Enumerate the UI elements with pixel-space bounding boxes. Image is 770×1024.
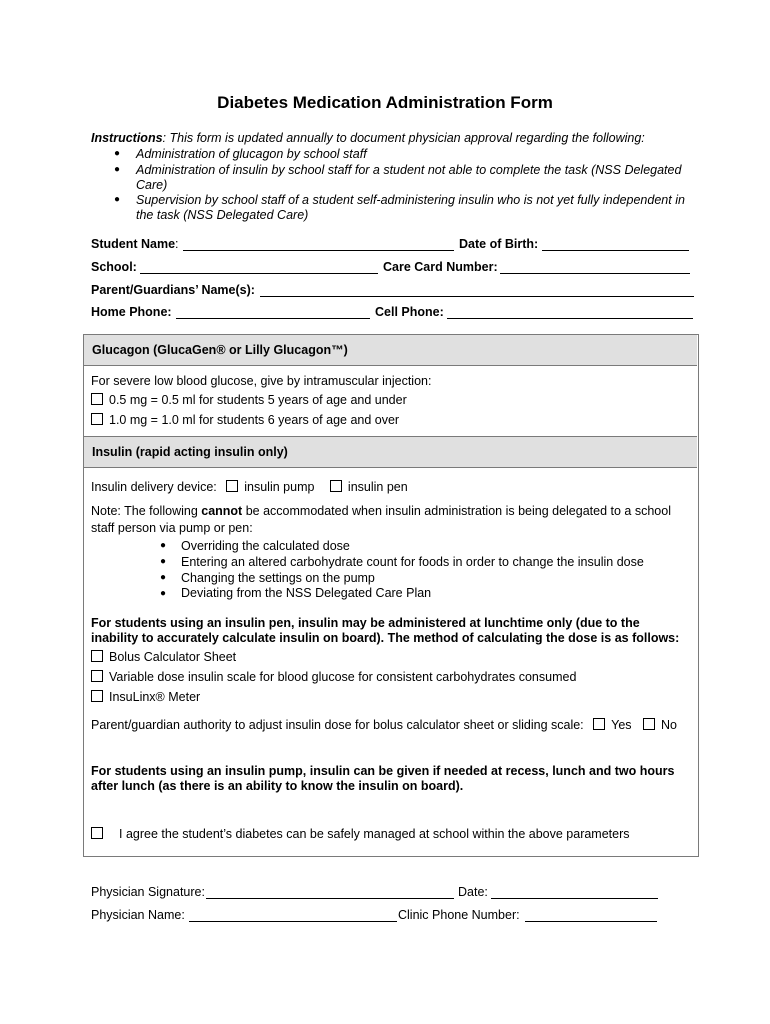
- bullet-icon: ●: [160, 588, 167, 599]
- insulin-pump-checkbox[interactable]: [226, 480, 238, 492]
- physician-name-label: Physician Name:: [91, 908, 185, 922]
- instructions-intro: [91, 131, 645, 145]
- glucagon-option-2[interactable]: 1.0 mg = 1.0 ml for students 6 years of age and over: [91, 413, 399, 427]
- pen-method-option[interactable]: Bolus Calculator Sheet: [91, 650, 236, 664]
- glucagon-section-header: [84, 335, 697, 365]
- instruction-item: Administration of insulin by school staff for a student not able to complete the task (NSS Delegated: [136, 163, 682, 177]
- yes-label: Yes: [611, 718, 632, 732]
- authority-no-checkbox[interactable]: [643, 718, 655, 730]
- dob-label: Date of Birth:: [459, 237, 539, 251]
- school-field[interactable]: [140, 273, 378, 274]
- home-phone-field[interactable]: [176, 318, 370, 319]
- insulin-device-row: Insulin delivery device: insulin pump insulin pen: [91, 480, 408, 494]
- pump-heading-line-1: For students using an insulin pump, insulin can be given if needed at recess, lunch and two hours: [91, 764, 675, 778]
- instruction-item: Administration of glucagon by school staff: [136, 147, 367, 161]
- physician-date-label: Date:: [458, 885, 488, 899]
- insulin-header-text: Insulin (rapid acting insulin only): [92, 445, 288, 459]
- care-card-label: Care Card Number:: [383, 260, 498, 274]
- instructions-text: : This form is updated annually to document physician approval regarding the following:: [162, 131, 645, 145]
- glucagon-instruction: For severe low blood glucose, give by intramuscular injection:: [91, 374, 432, 388]
- instructions-label: Instructions: [91, 131, 163, 145]
- bullet-icon: ●: [160, 540, 167, 551]
- restriction-item: Deviating from the NSS Delegated Care Plan: [181, 586, 432, 600]
- student-name-field[interactable]: [183, 250, 454, 251]
- physician-date-field[interactable]: [491, 898, 658, 899]
- checkbox[interactable]: [91, 393, 103, 405]
- school-label: School:: [91, 260, 137, 274]
- authority-yes-checkbox[interactable]: [593, 718, 605, 730]
- dob-field[interactable]: [542, 250, 689, 251]
- student-name-label: Student Name:: [91, 237, 179, 251]
- pump-heading-line-2: after lunch (as there is an ability to know the insulin on board).: [91, 779, 464, 793]
- home-phone-label: Home Phone:: [91, 305, 172, 319]
- bullet-icon: ●: [114, 148, 121, 159]
- divider: [84, 467, 697, 468]
- pen-heading-line-2: inability to accurately calculate insulin on board). The method of calculating the dose is as follows:: [91, 631, 680, 645]
- bullet-icon: ●: [160, 556, 167, 567]
- restriction-item: Overriding the calculated dose: [181, 539, 350, 553]
- instruction-item: Supervision by school staff of a student self-administering insulin who is not yet fully independent in: [136, 193, 685, 207]
- checkbox[interactable]: [91, 413, 103, 425]
- bullet-icon: ●: [114, 194, 121, 205]
- bullet-icon: ●: [160, 572, 167, 583]
- insulin-pump-label: insulin pump: [244, 480, 315, 494]
- cell-phone-label: Cell Phone:: [375, 305, 444, 319]
- checkbox[interactable]: [91, 690, 103, 702]
- clinic-phone-label: Clinic Phone Number:: [398, 908, 520, 922]
- insulin-note-line-2: staff person via pump or pen:: [91, 521, 253, 535]
- pen-heading-line-1: For students using an insulin pen, insulin may be administered at lunchtime only (due to the: [91, 616, 640, 630]
- agreement-checkbox[interactable]: [91, 827, 103, 839]
- care-card-field[interactable]: [500, 273, 690, 274]
- insulin-section-header: [84, 437, 697, 467]
- cell-phone-field[interactable]: [447, 318, 693, 319]
- form-title: Diabetes Medication Administration Form: [217, 93, 553, 112]
- instruction-item-cont: Care): [136, 178, 168, 192]
- instruction-item-cont: the task (NSS Delegated Care): [136, 208, 309, 222]
- authority-row: Parent/guardian authority to adjust insulin dose for bolus calculator sheet or sliding scale: Yes No: [91, 718, 678, 732]
- checkbox[interactable]: [91, 670, 103, 682]
- insulin-pen-checkbox[interactable]: [330, 480, 342, 492]
- insulin-note-line-1: Note: The following cannot be accommodated when insulin administration is being delegated to a school: [91, 504, 671, 518]
- checkbox[interactable]: [91, 650, 103, 662]
- pen-method-option[interactable]: InsuLinx® Meter: [91, 690, 200, 704]
- divider: [84, 365, 697, 366]
- insulin-pen-label: insulin pen: [347, 480, 408, 494]
- physician-signature-field[interactable]: [206, 898, 454, 899]
- glucagon-header-text: Glucagon (GlucaGen® or Lilly Glucagon™): [92, 343, 348, 357]
- physician-name-field[interactable]: [189, 921, 397, 922]
- glucagon-option-1[interactable]: 0.5 mg = 0.5 ml for students 5 years of age and under: [91, 393, 407, 407]
- restriction-item: Entering an altered carbohydrate count for foods in order to change the insulin dose: [181, 555, 644, 569]
- pen-method-option[interactable]: Variable dose insulin scale for blood glucose for consistent carbohydrates consumed: [91, 670, 576, 684]
- no-label: No: [661, 718, 678, 732]
- parent-names-field[interactable]: [260, 296, 694, 297]
- agreement-row[interactable]: [91, 827, 630, 841]
- parent-names-label: Parent/Guardians’ Name(s):: [91, 283, 255, 297]
- agreement-text: I agree the student’s diabetes can be safely managed at school within the above parameters: [119, 827, 630, 841]
- physician-signature-label: Physician Signature:: [91, 885, 205, 899]
- restriction-item: Changing the settings on the pump: [181, 571, 375, 585]
- clinic-phone-field[interactable]: [525, 921, 657, 922]
- bullet-icon: ●: [114, 164, 121, 175]
